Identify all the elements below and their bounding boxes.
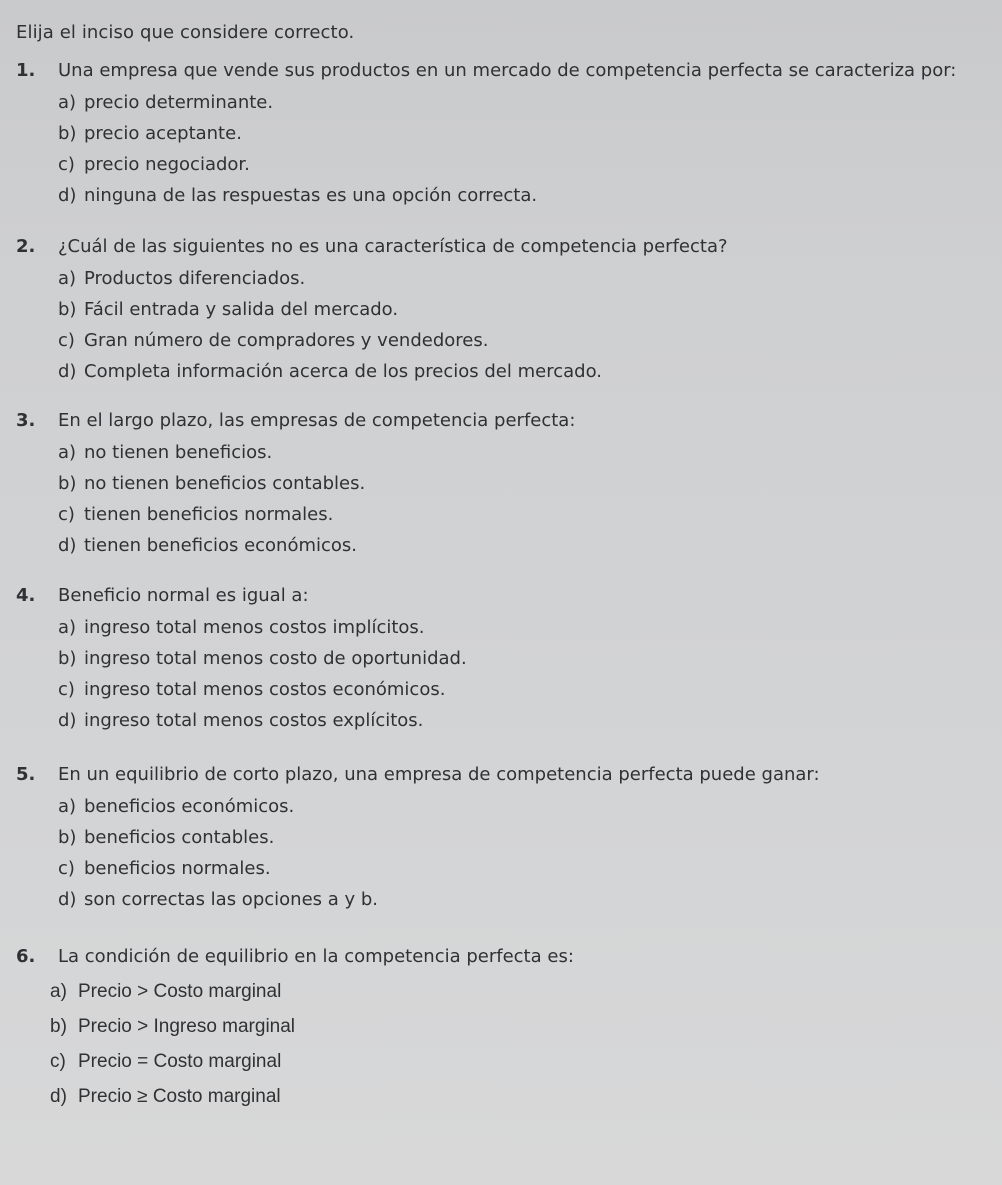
option-c[interactable] xyxy=(50,1051,993,1086)
option-letter: a) xyxy=(58,617,77,638)
option-a[interactable] xyxy=(50,981,993,1016)
option-b[interactable] xyxy=(58,123,993,154)
question-number: 1. xyxy=(16,60,36,81)
option-letter: b) xyxy=(58,473,77,494)
option-text: tienen beneficios normales. xyxy=(84,504,334,525)
question-text: La condición de equilibrio en la competencia perfecta es: xyxy=(58,946,574,967)
option-letter: b) xyxy=(58,648,77,669)
option-text: Precio = Costo marginal xyxy=(78,1051,282,1072)
question-text: Una empresa que vende sus productos en un mercado de competencia perfecta se caracteriza por: xyxy=(58,60,957,81)
question-text: En un equilibrio de corto plazo, una empresa de competencia perfecta puede ganar: xyxy=(58,764,820,785)
instruction-text: Elija el inciso que considere correcto. xyxy=(16,22,355,43)
option-letter: c) xyxy=(58,330,75,351)
option-text: Completa información acerca de los precios del mercado. xyxy=(84,361,602,382)
option-letter: b) xyxy=(58,123,77,144)
option-letter: d) xyxy=(58,361,77,382)
option-text: beneficios contables. xyxy=(84,827,275,848)
option-text: Precio > Ingreso marginal xyxy=(78,1016,296,1037)
option-text: ingreso total menos costos económicos. xyxy=(84,679,446,700)
option-d[interactable] xyxy=(58,361,993,392)
question-6 xyxy=(8,946,993,1121)
question-text: Beneficio normal es igual a: xyxy=(58,585,309,606)
option-b[interactable] xyxy=(58,299,993,330)
option-text: Precio > Costo marginal xyxy=(78,981,282,1002)
option-text: ingreso total menos costo de oportunidad. xyxy=(84,648,467,669)
option-text: Productos diferenciados. xyxy=(84,268,306,289)
option-d[interactable] xyxy=(58,710,993,741)
option-b[interactable] xyxy=(50,1016,993,1051)
option-text: Precio ≥ Costo marginal xyxy=(78,1086,281,1107)
option-d[interactable] xyxy=(58,535,993,566)
option-d[interactable] xyxy=(58,889,993,920)
option-letter: a) xyxy=(58,268,77,289)
option-letter: d) xyxy=(58,185,77,206)
option-letter: b) xyxy=(50,1016,67,1037)
option-letter: c) xyxy=(58,679,75,700)
option-b[interactable] xyxy=(58,648,993,679)
option-c[interactable] xyxy=(58,679,993,710)
option-letter: a) xyxy=(50,981,67,1002)
option-letter: b) xyxy=(58,299,77,320)
option-letter: a) xyxy=(58,442,77,463)
option-a[interactable] xyxy=(58,268,993,299)
question-1 xyxy=(8,60,993,216)
option-d[interactable] xyxy=(58,185,993,216)
option-letter: b) xyxy=(58,827,77,848)
option-text: no tienen beneficios. xyxy=(84,442,273,463)
option-letter: a) xyxy=(58,92,77,113)
option-letter: d) xyxy=(58,535,77,556)
question-header xyxy=(8,585,993,606)
option-text: tienen beneficios económicos. xyxy=(84,535,358,556)
option-b[interactable] xyxy=(58,827,993,858)
option-text: no tienen beneficios contables. xyxy=(84,473,366,494)
option-letter: c) xyxy=(58,858,75,879)
option-letter: c) xyxy=(58,154,75,175)
option-b[interactable] xyxy=(58,473,993,504)
option-letter: d) xyxy=(58,710,77,731)
option-text: precio determinante. xyxy=(84,92,274,113)
question-3 xyxy=(8,410,993,566)
option-c[interactable] xyxy=(58,858,993,889)
question-text: ¿Cuál de las siguientes no es una característica de competencia perfecta? xyxy=(58,236,728,257)
option-text: precio negociador. xyxy=(84,154,250,175)
option-text: son correctas las opciones a y b. xyxy=(84,889,379,910)
option-letter: d) xyxy=(50,1086,67,1107)
question-header xyxy=(8,410,993,431)
option-c[interactable] xyxy=(58,154,993,185)
question-5 xyxy=(8,764,993,920)
options-list xyxy=(8,92,993,216)
option-a[interactable] xyxy=(58,617,993,648)
question-number: 4. xyxy=(16,585,36,606)
option-text: precio aceptante. xyxy=(84,123,242,144)
option-text: beneficios económicos. xyxy=(84,796,295,817)
question-number: 6. xyxy=(16,946,36,967)
option-text: ingreso total menos costos explícitos. xyxy=(84,710,424,731)
question-header xyxy=(8,764,993,785)
option-letter: a) xyxy=(58,796,77,817)
option-letter: c) xyxy=(58,504,75,525)
options-list xyxy=(8,268,993,392)
option-text: Fácil entrada y salida del mercado. xyxy=(84,299,399,320)
question-4 xyxy=(8,585,993,741)
question-header xyxy=(8,236,993,257)
option-a[interactable] xyxy=(58,442,993,473)
question-header xyxy=(8,946,993,967)
question-header xyxy=(8,60,993,81)
options-list xyxy=(8,442,993,566)
question-2 xyxy=(8,236,993,392)
question-number: 2. xyxy=(16,236,36,257)
option-a[interactable] xyxy=(58,796,993,827)
options-list xyxy=(8,981,993,1121)
option-letter: c) xyxy=(50,1051,66,1072)
question-text: En el largo plazo, las empresas de competencia perfecta: xyxy=(58,410,576,431)
option-c[interactable] xyxy=(58,504,993,535)
option-a[interactable] xyxy=(58,92,993,123)
option-text: ninguna de las respuestas es una opción correcta. xyxy=(84,185,538,206)
question-number: 5. xyxy=(16,764,36,785)
option-text: Gran número de compradores y vendedores. xyxy=(84,330,489,351)
option-text: beneficios normales. xyxy=(84,858,271,879)
option-text: ingreso total menos costos implícitos. xyxy=(84,617,425,638)
option-letter: d) xyxy=(58,889,77,910)
option-c[interactable] xyxy=(58,330,993,361)
option-d[interactable] xyxy=(50,1086,993,1121)
options-list xyxy=(8,617,993,741)
options-list xyxy=(8,796,993,920)
question-number: 3. xyxy=(16,410,36,431)
